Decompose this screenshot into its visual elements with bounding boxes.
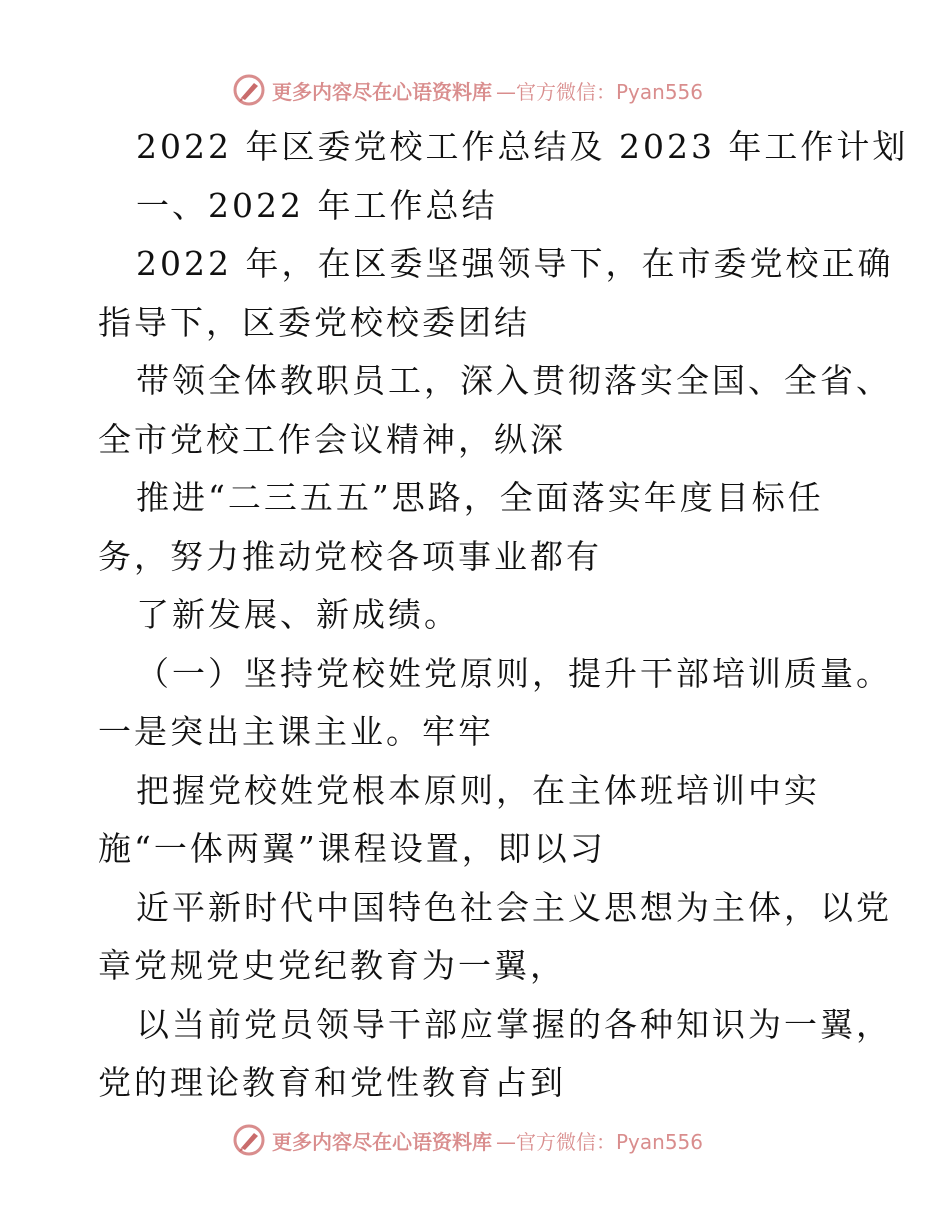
paragraph-line: 了新发展、新成绩。 bbox=[136, 595, 460, 634]
watermark-header bbox=[232, 70, 703, 110]
pen-seal-icon bbox=[232, 73, 266, 107]
paragraph-line: 把握党校姓党根本原则，在主体班培训中实 bbox=[136, 770, 820, 810]
paragraph-line: 指导下，区委党校校委团结 bbox=[98, 302, 530, 342]
paragraph-line: 近平新时代中国特色社会主义思想为主体，以党 bbox=[136, 887, 892, 927]
subsection-heading: （一）坚持党校姓党原则，提升干部培训质量。 bbox=[136, 653, 892, 693]
paragraph-line: 全市党校工作会议精神，纵深 bbox=[98, 419, 566, 459]
watermark-footer bbox=[232, 1120, 703, 1160]
pen-seal-icon bbox=[232, 1123, 266, 1157]
paragraph-line: 章党规党史党纪教育为一翼， bbox=[98, 946, 566, 985]
paragraph-line: 带领全体教职员工，深入贯彻落实全国、全省、 bbox=[136, 361, 892, 400]
paragraph-line: 一是突出主课主业。牢牢 bbox=[98, 712, 494, 751]
watermark-text: 更多内容尽在心语资料库 bbox=[272, 79, 492, 104]
watermark-subtext: —官方微信：Pyan556 bbox=[496, 1129, 704, 1154]
paragraph-line: 以当前党员领导干部应掌握的各种知识为一翼， bbox=[136, 1004, 892, 1044]
document-title: 2022 年区委党校工作总结及 2023 年工作计划 bbox=[136, 127, 909, 166]
paragraph-line: 推进“二三五五”思路，全面落实年度目标任 bbox=[136, 478, 824, 517]
paragraph-line: 务，努力推动党校各项事业都有 bbox=[98, 536, 602, 576]
watermark-text: 更多内容尽在心语资料库 bbox=[272, 1129, 492, 1154]
paragraph-line: 施“一体两翼”课程设置，即以习 bbox=[98, 829, 606, 868]
paragraph-line: 2022 年，在区委坚强领导下，在市委党校正确 bbox=[136, 244, 894, 283]
watermark-subtext: —官方微信：Pyan556 bbox=[496, 79, 704, 104]
paragraph-line: 党的理论教育和党性教育占到 bbox=[98, 1063, 566, 1102]
document-body bbox=[98, 118, 909, 1113]
section-heading: 一、2022 年工作总结 bbox=[136, 185, 498, 225]
